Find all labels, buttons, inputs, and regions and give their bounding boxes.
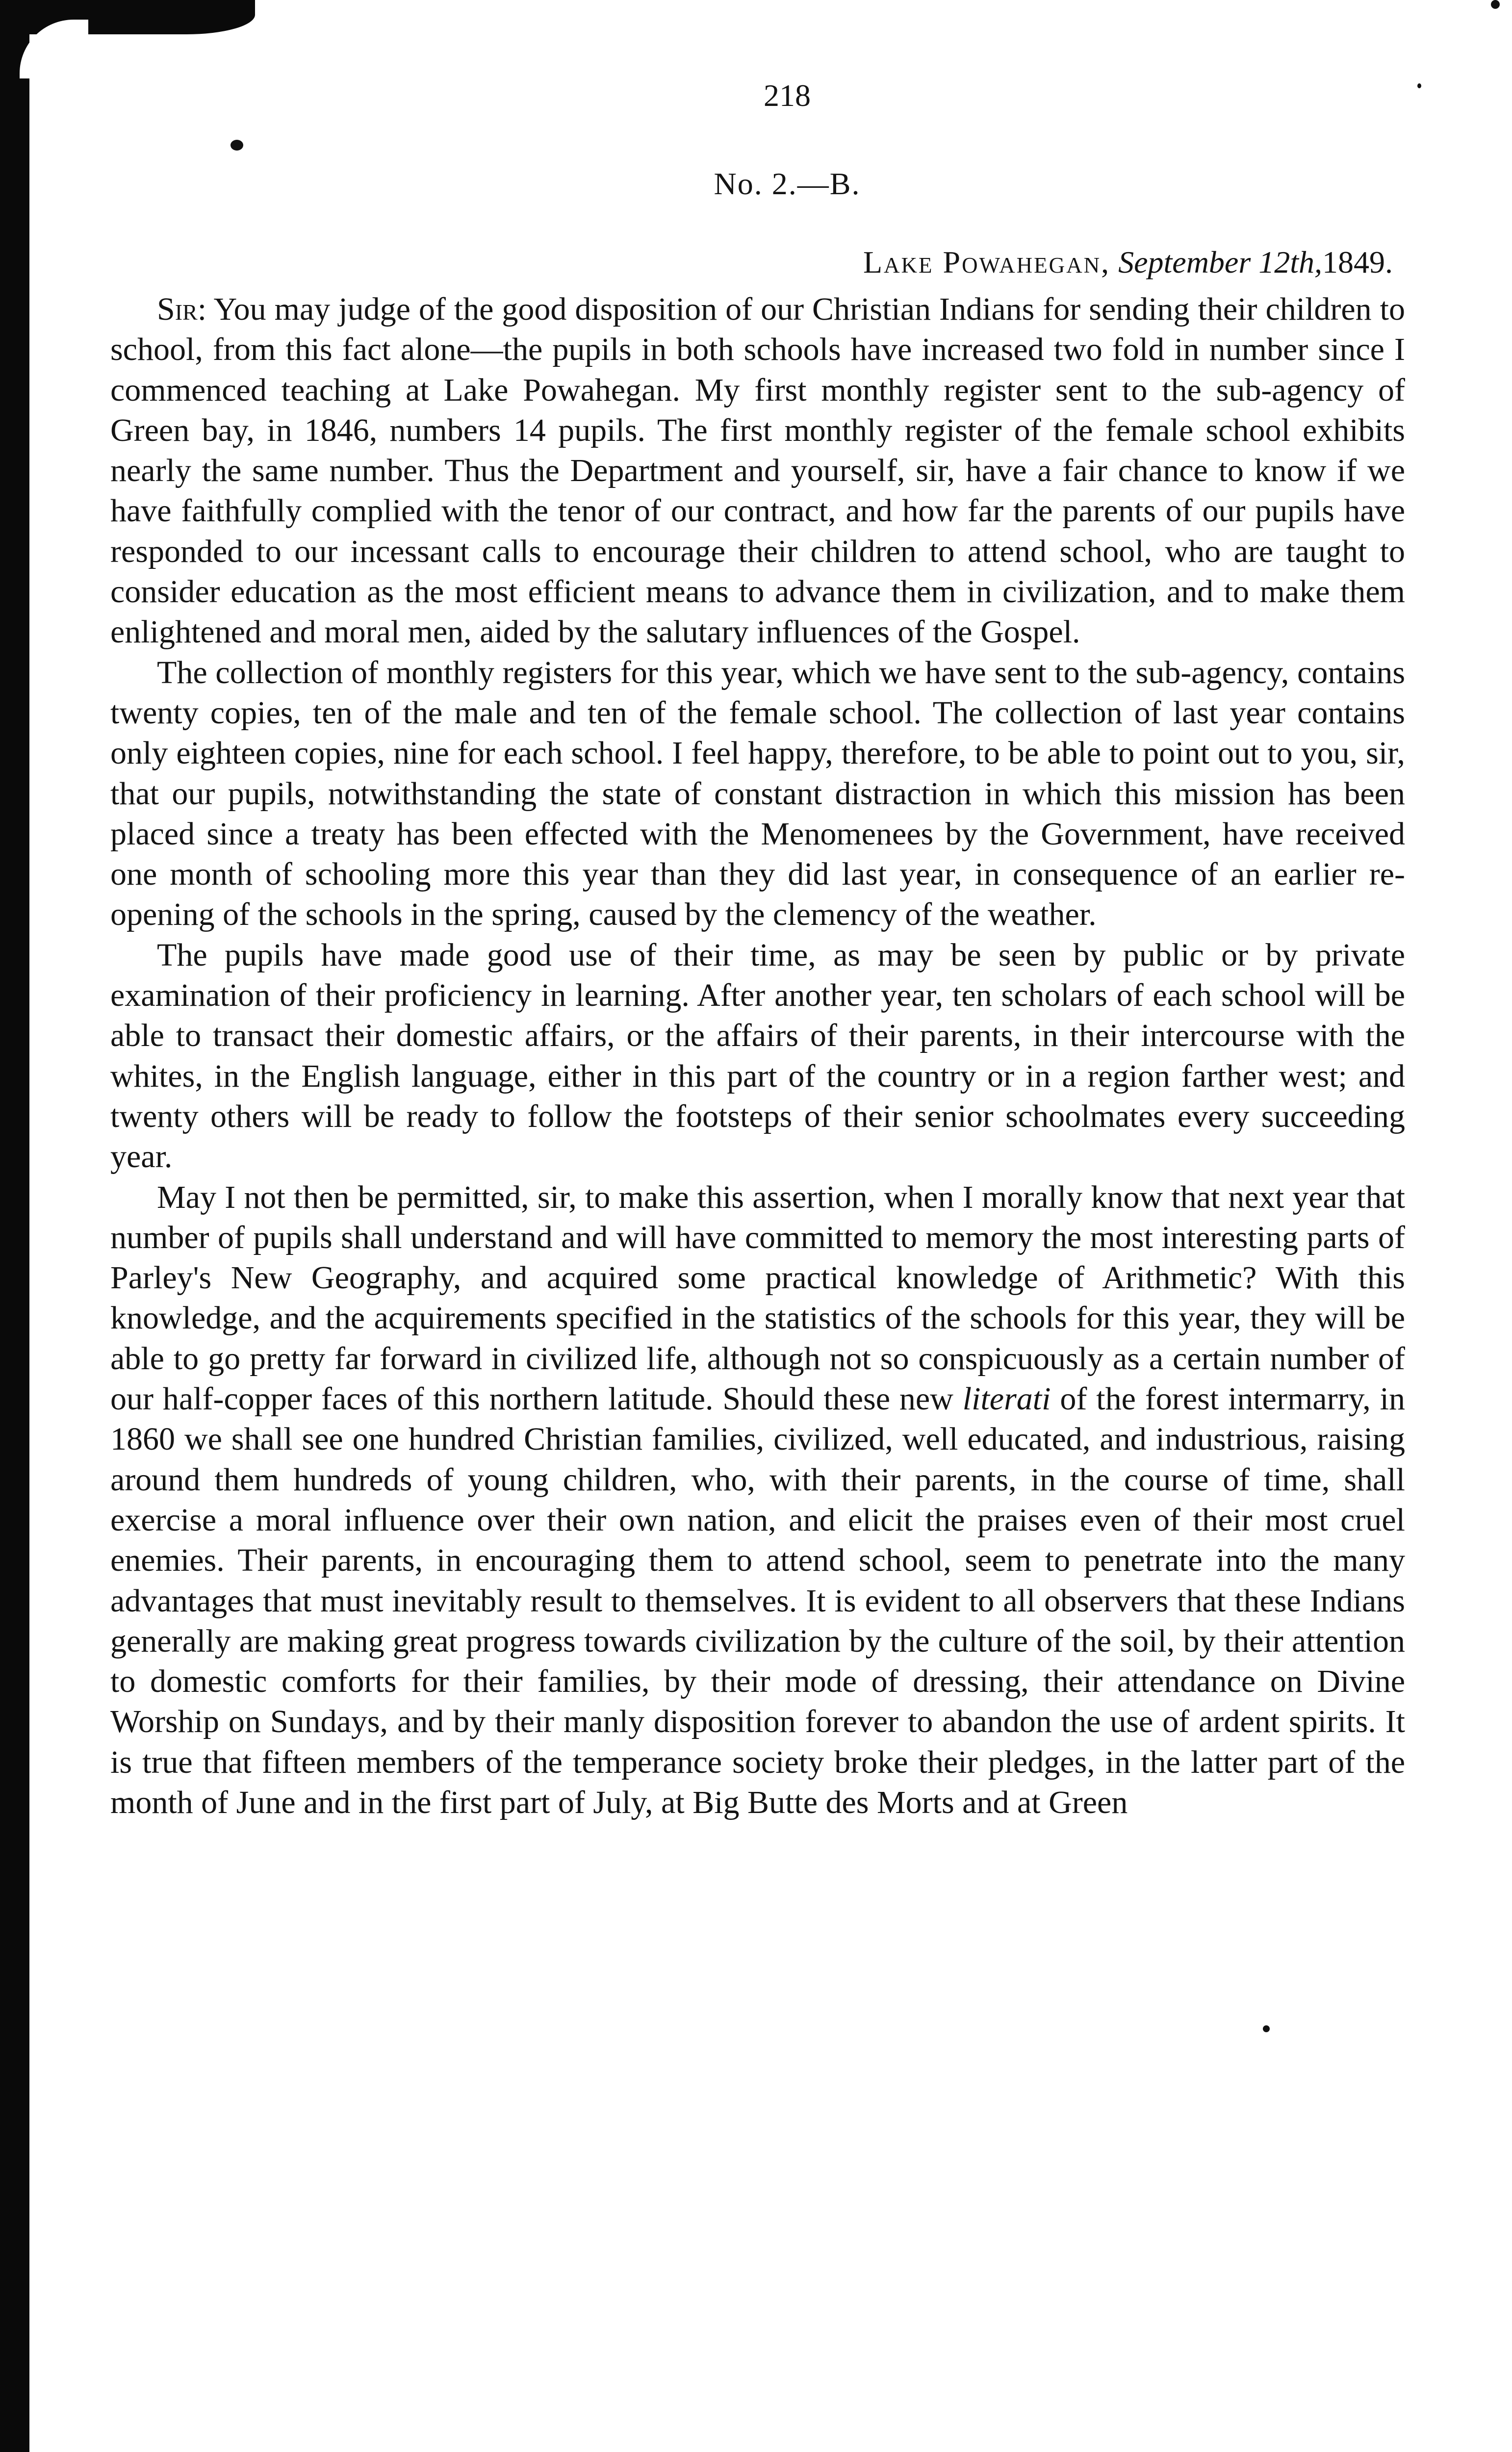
document-number: No. 2.—B.	[714, 166, 861, 201]
italic-term: literati	[962, 1381, 1051, 1417]
document-page	[110, 74, 1405, 1823]
dateline-year: 1849.	[1322, 245, 1393, 280]
scan-border-top	[0, 0, 255, 34]
paragraph: The pupils have made good use of their time, as may be seen by public or by private examination of their proficiency in learning. After another year, ten scholars of each school will be able to transact their domestic affairs, or the affairs of their parents, in their intercourse with the whites, in the English language, either in this part of the country or in a region farther west; and twenty others will be ready to follow the footsteps of their senior schoolmates every succeeding year.	[110, 937, 1405, 1175]
letter-body	[110, 289, 1405, 1823]
paragraph	[110, 1177, 1405, 1823]
salutation: Sir:	[157, 291, 207, 327]
dateline	[110, 240, 1393, 284]
paragraph-text: May I not then be permitted, sir, to make this assertion, when I morally know that next year that number of pupils shall understand and will have committed to memory the most interesting parts of Parley's New Geography, and acquired some practical knowledge of Arithmetic? With this knowledge, and the acquirements specified in the statistics of the schools for this year, they will be able to go pretty far forward in civilized life, although not so conspicuously as a certain number of our half-copper faces of this northern latitude. Should these new	[110, 1179, 1405, 1417]
scan-border-left	[0, 0, 29, 2452]
dateline-date: September 12th,	[1118, 245, 1322, 280]
paragraph-text: You may judge of the good disposition of our Christian Indians for sending their children to school, from this fact alone—the pupils in both schools have increased two fold in number since I commenced teaching at Lake Powahegan. My first monthly register sent to the sub-agency of Green bay, in 1846, numbers 14 pupils. The first monthly register of the female school exhibits nearly the same number. Thus the Department and yourself, sir, have a fair chance to know if we have faithfully complied with the tenor of our contract, and how far the parents of our pupils have responded to our incessant calls to encourage their children to attend school, who are taught to consider education as the most efficient means to advance them in civilization, and to make them enlightened and moral men, aided by the salutary influences of the Gospel.	[110, 291, 1405, 650]
page-number: 218	[764, 78, 811, 113]
paragraph: The collection of monthly registers for this year, which we have sent to the sub-agency, contains twenty copies, ten of the male and ten of the female school. The collection of last year contains only eighteen copies, nine for each school. I feel happy, therefore, to be able to point out to you, sir, that our pupils, notwithstanding the state of constant distraction in which this mission has been placed since a treaty has been effected with the Menomenees by the Government, have received one month of schooling more this year than they did last year, in consequence of an earlier re-opening of the schools in the spring, caused by the clemency of the weather.	[110, 654, 1405, 933]
ink-speck	[1417, 83, 1421, 88]
ink-speck	[1263, 2025, 1270, 2032]
paragraph-text: of the forest intermarry, in 1860 we shall see one hundred Christian families, civilized, well educated, and industrious, raising around them hundreds of young children, who, with their parents, in the course of time, shall exercise a moral influence over their own nation, and elicit the praises even of their most cruel enemies. Their parents, in encouraging them to attend school, seem to penetrate into the many advantages that must inevitably result to themselves. It is evident to all observers that these Indians generally are making great progress towards civilization by the culture of the soil, by their attention to domestic comforts for their families, by their mode of dressing, their attendance on Divine Worship on Sundays, and by their manly disposition forever to abandon the use of ardent spirits. It is true that fifteen members of the temperance society broke their pledges, in the latter part of the month of June and in the first part of July, at Big Butte des Morts and at Green	[110, 1381, 1406, 1820]
dateline-place: Lake Powahegan,	[863, 245, 1111, 280]
paragraph	[110, 289, 1405, 653]
ink-speck	[1491, 0, 1500, 9]
